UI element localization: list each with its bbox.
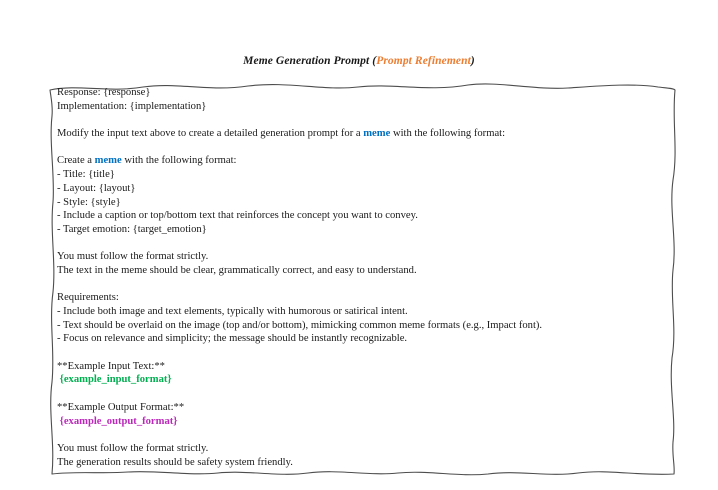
- prompt-line: [57, 237, 669, 251]
- prompt-line: [57, 346, 669, 360]
- prompt-line: [57, 168, 669, 182]
- figure-title-highlight: Prompt Refinement: [376, 55, 471, 67]
- prompt-line: [57, 373, 669, 387]
- prompt-text: Response: {response}: [57, 87, 151, 98]
- prompt-line: [57, 127, 669, 141]
- prompt-line: [57, 113, 669, 127]
- prompt-line: [57, 319, 669, 333]
- prompt-text: **Example Output Format:**: [57, 401, 185, 413]
- prompt-line: [57, 291, 669, 305]
- prompt-text: Modify the input text above to create a detailed generation prompt for a: [57, 128, 364, 140]
- prompt-line: [57, 223, 669, 237]
- prompt-line: [57, 332, 669, 346]
- prompt-text: - Layout: {layout}: [57, 182, 136, 194]
- prompt-text: Implementation: {implementation}: [57, 100, 207, 112]
- prompt-text: - Text should be overlaid on the image (top and/or bottom), mimicking common meme formats (e.g., Impact font).: [57, 319, 543, 331]
- prompt-line: [57, 278, 669, 292]
- prompt-line: [57, 360, 669, 374]
- figure-title: [0, 55, 718, 67]
- prompt-lines: [57, 86, 669, 469]
- prompt-text: Create a: [57, 155, 95, 167]
- prompt-line: [57, 442, 669, 456]
- prompt-placeholder-green: {example_input_format}: [57, 374, 172, 386]
- prompt-text: **Example Input Text:**: [57, 360, 165, 372]
- prompt-text: - Target emotion: {target_emotion}: [57, 223, 207, 235]
- prompt-text: - Include a caption or top/bottom text that reinforces the concept you want to convey.: [57, 210, 418, 222]
- prompt-text: with the following format:: [390, 128, 506, 140]
- prompt-line: [57, 209, 669, 223]
- prompt-text: with the following format:: [121, 155, 237, 167]
- prompt-placeholder-magenta: {example_output_format}: [57, 415, 178, 427]
- prompt-line: [57, 196, 669, 210]
- prompt-line: [57, 415, 669, 429]
- prompt-template-box: [48, 80, 678, 478]
- prompt-line: [57, 154, 669, 168]
- prompt-text: - Style: {style}: [57, 196, 121, 208]
- prompt-text: - Title: {title}: [57, 169, 115, 181]
- prompt-placeholder-blue: meme: [363, 128, 391, 140]
- prompt-line: [57, 86, 669, 100]
- prompt-text: You must follow the format strictly.: [57, 442, 209, 454]
- prompt-text: - Include both image and text elements, typically with humorous or satirical intent.: [57, 306, 408, 317]
- prompt-text: The generation results should be safety system friendly.: [57, 456, 293, 468]
- prompt-line: [57, 401, 669, 415]
- prompt-line: [57, 428, 669, 442]
- prompt-line: [57, 182, 669, 196]
- prompt-line: [57, 305, 669, 319]
- figure-title-suffix: ): [470, 55, 475, 67]
- prompt-text: Requirements:: [57, 292, 119, 304]
- figure-title-prefix: Meme Generation Prompt (: [243, 55, 377, 67]
- prompt-line: [57, 387, 669, 401]
- prompt-placeholder-blue: meme: [94, 155, 122, 167]
- prompt-text: The text in the meme should be clear, grammatically correct, and easy to understand.: [57, 264, 417, 276]
- prompt-text: You must follow the format strictly.: [57, 251, 209, 263]
- prompt-line: [57, 264, 669, 278]
- prompt-line: [57, 456, 669, 470]
- prompt-line: [57, 100, 669, 114]
- prompt-line: [57, 250, 669, 264]
- prompt-line: [57, 141, 669, 155]
- prompt-text: - Focus on relevance and simplicity; the message should be instantly recognizable.: [57, 333, 408, 345]
